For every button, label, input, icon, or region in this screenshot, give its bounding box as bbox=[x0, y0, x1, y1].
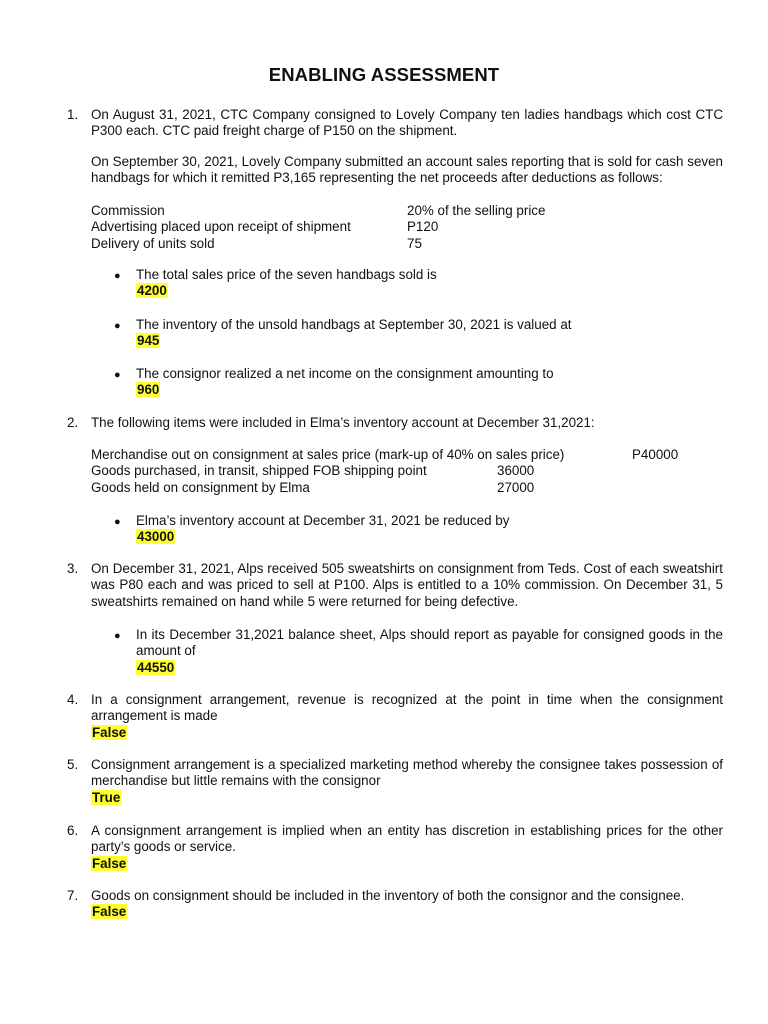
question-4-number: 4. bbox=[67, 692, 79, 707]
bullet-icon: ● bbox=[114, 630, 121, 642]
deduction-label: Commission bbox=[91, 203, 165, 218]
deduction-value: 75 bbox=[407, 236, 422, 251]
bullet-text: In its December 31,2021 balance sheet, Alps should report as payable for consigned goods in the amount of bbox=[136, 627, 723, 659]
question-text: A consignment arrangement is implied when an entity has discretion in establishing prices for the other party’s goods or service. bbox=[91, 823, 723, 855]
question-6-number: 6. bbox=[67, 823, 79, 838]
question-1-bullet-2 bbox=[136, 317, 723, 350]
question-2-number: 2. bbox=[67, 415, 79, 430]
deduction-label: Delivery of units sold bbox=[91, 236, 215, 251]
bullet-icon: ● bbox=[114, 270, 121, 282]
answer-highlight: False bbox=[92, 855, 127, 871]
question-7 bbox=[91, 888, 731, 921]
bullet-text: The total sales price of the seven handbags sold is bbox=[136, 267, 437, 282]
inventory-item-label: Merchandise out on consignment at sales price (mark-up of 40% on sales price) bbox=[91, 447, 565, 462]
page-title: ENABLING ASSESSMENT bbox=[268, 64, 500, 85]
question-3-number: 3. bbox=[67, 561, 79, 576]
question-2-bullet bbox=[136, 513, 723, 546]
answer-highlight: False bbox=[92, 904, 127, 920]
question-text: Consignment arrangement is a specialized marketing method whereby the consignee takes possession of merchandise but little remains with the consignor bbox=[91, 757, 723, 789]
inventory-item-value: P40000 bbox=[632, 447, 679, 462]
answer-highlight: 945 bbox=[137, 333, 160, 349]
question-1-bullet-3 bbox=[136, 366, 723, 399]
bullet-icon: ● bbox=[114, 369, 121, 381]
question-text: In a consignment arrangement, revenue is recognized at the point in time when the consignment arrangement is made bbox=[91, 692, 723, 724]
question-2-intro: The following items were included in Elma’s inventory account at December 31,2021: bbox=[91, 415, 595, 430]
inventory-item-value: 27000 bbox=[497, 480, 535, 495]
question-1-bullet-1 bbox=[136, 267, 723, 300]
answer-highlight: 960 bbox=[137, 382, 160, 398]
question-1-intro: On August 31, 2021, CTC Company consigned to Lovely Company ten ladies handbags which cost CTC P300 each. CTC paid freight charge of P150 on the shipment. bbox=[91, 107, 723, 139]
bullet-text: The consignor realized a net income on the consignment amounting to bbox=[136, 366, 554, 381]
bullet-text: Elma’s inventory account at December 31, 2021 be reduced by bbox=[136, 513, 510, 528]
question-4 bbox=[91, 692, 723, 741]
answer-highlight: False bbox=[92, 724, 127, 740]
question-1-account-sales: On September 30, 2021, Lovely Company submitted an account sales reporting that is sold for cash seven handbags for which it remitted P3,165 representing the net proceeds after deductions as follows: bbox=[91, 154, 723, 186]
inventory-item-label: Goods purchased, in transit, shipped FOB shipping point bbox=[91, 463, 427, 478]
deduction-value: 20% of the selling price bbox=[407, 203, 546, 218]
deduction-label: Advertising placed upon receipt of shipment bbox=[91, 219, 351, 234]
question-3-bullet bbox=[136, 627, 723, 676]
answer-highlight: 44550 bbox=[137, 659, 175, 675]
answer-highlight: 4200 bbox=[137, 283, 167, 299]
answer-highlight: 43000 bbox=[137, 529, 175, 545]
question-3-intro: On December 31, 2021, Alps received 505 sweatshirts on consignment from Teds. Cost of each sweatshirt was P80 each and was priced to sell at P100. Alps is entitled to a 10% commission. On December 31, 5 sweatshirts remained on hand while 5 were returned for being defective. bbox=[91, 561, 723, 609]
question-6 bbox=[91, 823, 723, 872]
question-text: Goods on consignment should be included in the inventory of both the consignor and the consignee. bbox=[91, 888, 685, 903]
bullet-icon: ● bbox=[114, 516, 121, 528]
deduction-value: P120 bbox=[407, 219, 439, 234]
question-1-number: 1. bbox=[67, 107, 79, 122]
question-5 bbox=[91, 757, 723, 806]
bullet-icon: ● bbox=[114, 320, 121, 332]
bullet-text: The inventory of the unsold handbags at September 30, 2021 is valued at bbox=[136, 317, 572, 332]
question-7-number: 7. bbox=[67, 888, 79, 903]
question-5-number: 5. bbox=[67, 757, 79, 772]
answer-highlight: True bbox=[92, 789, 121, 805]
inventory-item-value: 36000 bbox=[497, 463, 535, 478]
inventory-item-label: Goods held on consignment by Elma bbox=[91, 480, 310, 495]
